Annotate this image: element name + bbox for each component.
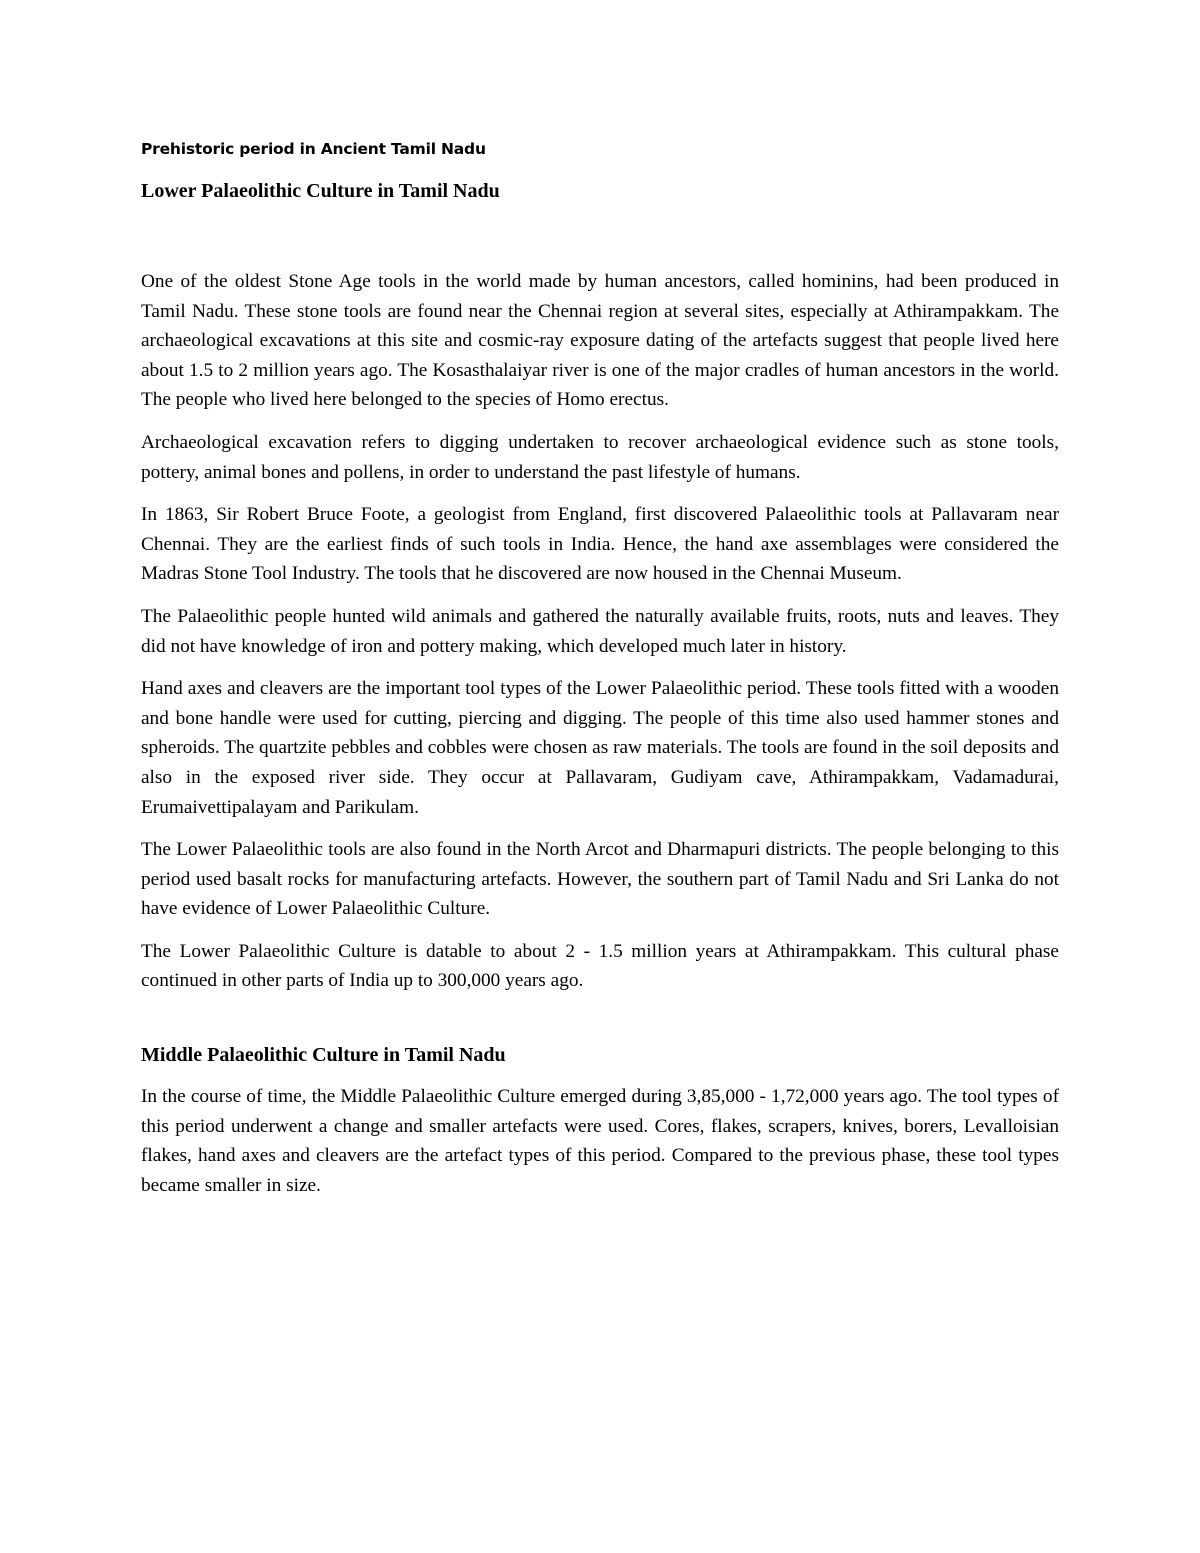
paragraph: The Lower Palaeolithic Culture is datable to about 2 - 1.5 million years at Athirampakkam. This cultural phase continued in other parts of India up to 300,000 years ago. (141, 940, 1059, 992)
paragraph: The Lower Palaeolithic tools are also found in the North Arcot and Dharmapuri districts. The people belonging to this period used basalt rocks for manufacturing artefacts. However, the southern part of Tamil Nadu and Sri Lanka do not have evidence of Lower Palaeolithic Culture. (141, 839, 1059, 920)
paragraph: The Palaeolithic people hunted wild animals and gathered the naturally available fruits, roots, nuts and leaves. They did not have knowledge of iron and pottery making, which developed much later in history. (141, 605, 1059, 657)
paragraph: One of the oldest Stone Age tools in the world made by human ancestors, called hominins, had been produced in Tamil Nadu. These stone tools are found near the Chennai region at several sites, especially at Athirampakkam. The archaeological excavations at this site and cosmic-ray exposure dating of the artefacts suggest that people lived here about 1.5 to 2 million years ago. The Kosasthalaiyar river is one of the major cradles of human ancestors in the world. The people who lived here belonged to the species of Homo erectus. (141, 271, 1059, 411)
document-body (141, 140, 1059, 1200)
section-heading-lower-palaeolithic: Lower Palaeolithic Culture in Tamil Nadu (141, 180, 500, 202)
document-title: Prehistoric period in Ancient Tamil Nadu (141, 140, 486, 158)
paragraph: In the course of time, the Middle Palaeolithic Culture emerged during 3,85,000 - 1,72,000 years ago. The tool types of this period underwent a change and smaller artefacts were used. Cores, flakes, scrapers, knives, borers, Levalloisian flakes, hand axes and cleavers are the artefact types of this period. Compared to the previous phase, these tool types became smaller in size. (141, 1086, 1059, 1196)
paragraph: Hand axes and cleavers are the important tool types of the Lower Palaeolithic period. These tools fitted with a wooden and bone handle were used for cutting, piercing and digging. The people of this time also used hammer stones and spheroids. The quartzite pebbles and cobbles were chosen as raw materials. The tools are found in the soil deposits and also in the exposed river side. They occur at Pallavaram, Gudiyam cave, Athirampakkam, Vadamadurai, Erumaivettipalayam and Parikulam. (141, 678, 1059, 818)
paragraph: In 1863, Sir Robert Bruce Foote, a geologist from England, first discovered Palaeolithic tools at Pallavaram near Chennai. They are the earliest finds of such tools in India. Hence, the hand axe assemblages were considered the Madras Stone Tool Industry. The tools that he discovered are now housed in the Chennai Museum. (141, 504, 1059, 585)
paragraph: Archaeological excavation refers to digging undertaken to recover archaeological evidence such as stone tools, pottery, animal bones and pollens, in order to understand the past lifestyle of humans. (141, 431, 1059, 483)
section-heading-middle-palaeolithic: Middle Palaeolithic Culture in Tamil Nadu (141, 1044, 506, 1067)
